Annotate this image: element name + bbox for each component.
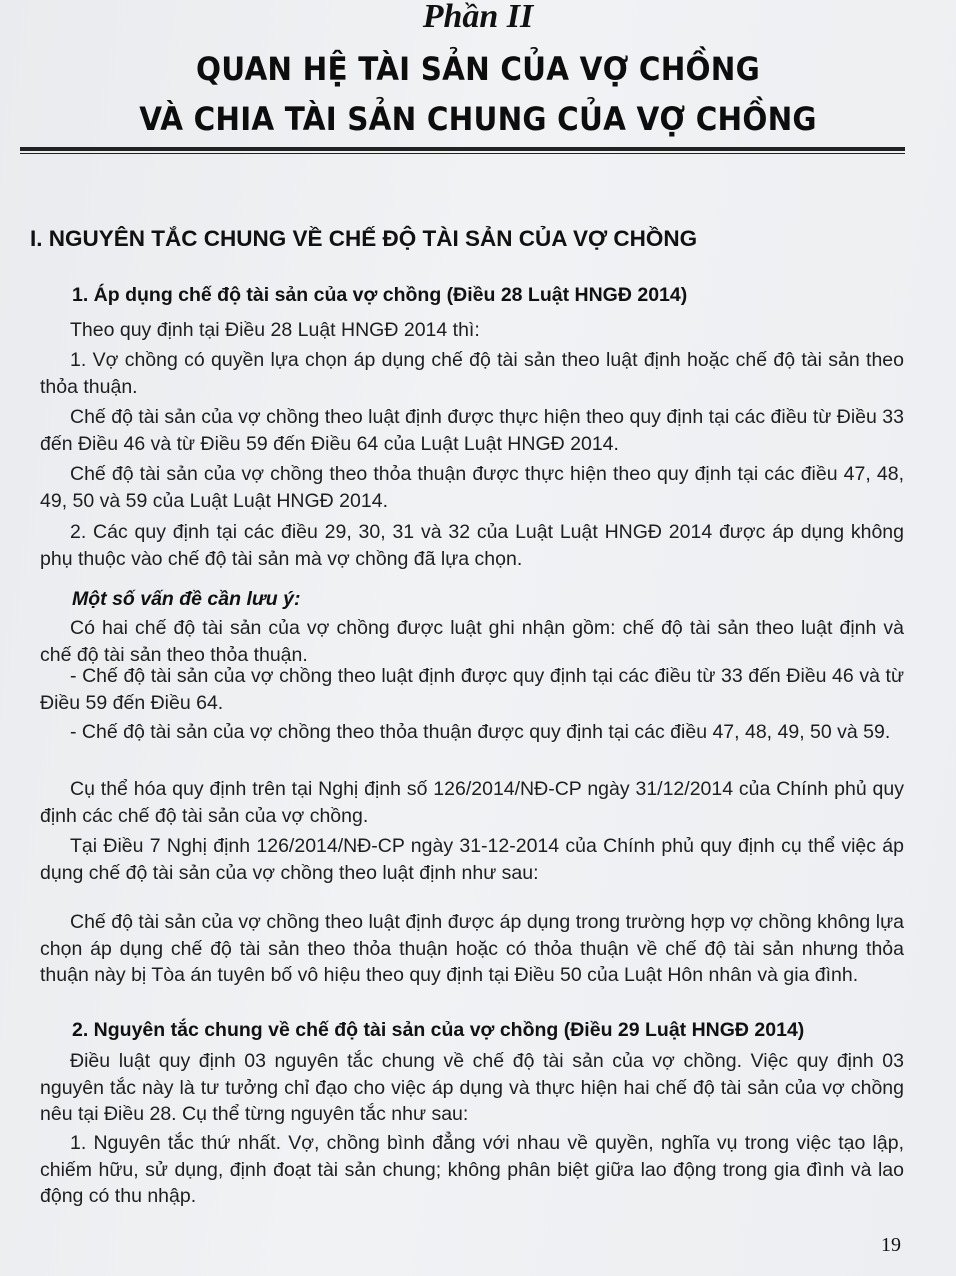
paragraph: Tại Điều 7 Nghị định 126/2014/NĐ-CP ngày 31-12-2014 của Chính phủ quy định cụ thể việc áp dụng chế độ tài sản của vợ chồng theo luật định như sau: [40, 835, 904, 884]
paragraph: Cụ thể hóa quy định trên tại Nghị định số 126/2014/NĐ-CP ngày 31/12/2014 của Chính phủ quy định các chế độ tài sản của vợ chồng. [40, 778, 904, 827]
heading-rule-thin [20, 153, 905, 154]
paragraph: Chế độ tài sản của vợ chồng theo luật định được áp dụng trong trường hợp vợ chồng không lựa chọn áp dụng chế độ tài sản theo thỏa thuận hoặc có thỏa thuận về chế độ tài sản nhưng thỏa thuận này bị Tòa án tuyên bố vô hiệu theo quy định tại Điều 50 của Luật Hôn nhân và gia đình. [40, 911, 904, 986]
paragraph: Chế độ tài sản của vợ chồng theo luật định được thực hiện theo quy định tại các điều từ Điều 33 đến Điều 46 và từ Điều 59 đến Điều 64 của Luật Luật HNGĐ 2014. [40, 406, 904, 455]
note-title: Một số vấn đề cần lưu ý: [72, 588, 301, 610]
paragraph: Có hai chế độ tài sản của vợ chồng được luật ghi nhận gồm: chế độ tài sản theo luật định và chế độ tài sản theo thỏa thuận. [40, 617, 904, 666]
chapter-heading-line-2: VÀ CHIA TÀI SẢN CHUNG CỦA VỢ CHỒNG [139, 100, 817, 138]
paragraph: - Chế độ tài sản của vợ chồng theo thỏa thuận được quy định tại các điều 47, 48, 49, 50 và 59. [70, 721, 891, 743]
paragraph: 1. Vợ chồng có quyền lựa chọn áp dụng chế độ tài sản theo luật định hoặc chế độ tài sản theo thỏa thuận. [40, 349, 904, 398]
paragraph: - Chế độ tài sản của vợ chồng theo luật định được quy định tại các điều từ 33 đến Điều 46 và từ Điều 59 đến Điều 64. [40, 665, 904, 714]
paragraph: Theo quy định tại Điều 28 Luật HNGĐ 2014 thì: [70, 319, 480, 341]
subsection-2-title: 2. Nguyên tắc chung về chế độ tài sản của vợ chồng (Điều 29 Luật HNGĐ 2014) [72, 1019, 805, 1041]
heading-rule-thick [20, 147, 905, 151]
part-title: Phần II [422, 0, 534, 35]
section-title: I. NGUYÊN TẮC CHUNG VỀ CHẾ ĐỘ TÀI SẢN CỦA VỢ CHỒNG [30, 226, 698, 251]
chapter-heading-line-1: QUAN HỆ TÀI SẢN CỦA VỢ CHỒNG [196, 50, 760, 88]
page-number: 19 [881, 1234, 901, 1256]
paragraph: Chế độ tài sản của vợ chồng theo thỏa thuận được thực hiện theo quy định tại các điều 47, 48, 49, 50 và 59 của Luật Luật HNGĐ 2014. [40, 463, 904, 512]
paragraph: 2. Các quy định tại các điều 29, 30, 31 và 32 của Luật Luật HNGĐ 2014 được áp dụng không phụ thuộc vào chế độ tài sản mà vợ chồng đã lựa chọn. [40, 521, 904, 570]
paragraph: 1. Nguyên tắc thứ nhất. Vợ, chồng bình đẳng với nhau về quyền, nghĩa vụ trong việc tạo lập, chiếm hữu, sử dụng, định đoạt tài sản chung; không phân biệt giữa lao động trong gia đình và lao động có thu nhập. [40, 1132, 904, 1207]
subsection-1-title: 1. Áp dụng chế độ tài sản của vợ chồng (Điều 28 Luật HNGĐ 2014) [72, 284, 688, 306]
paragraph: Điều luật quy định 03 nguyên tắc chung về chế độ tài sản của vợ chồng. Việc quy định 03 nguyên tắc này là tư tưởng chỉ đạo cho việc áp dụng và thực hiện hai chế độ tài sản của vợ chồng nêu tại Điều 28. Cụ thể từng nguyên tắc như sau: [40, 1050, 904, 1125]
